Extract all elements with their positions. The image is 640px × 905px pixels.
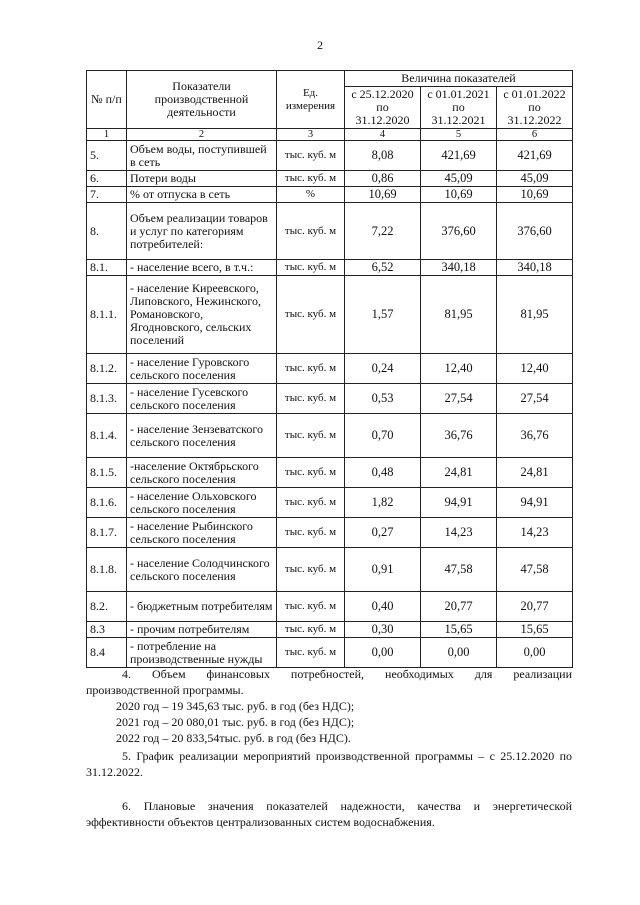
row-value-2020: 0,00 (345, 638, 421, 668)
row-unit: тыс. куб. м (277, 260, 345, 276)
row-value-2022: 12,40 (497, 354, 573, 384)
row-indicator: -население Октябрьского сельского поселения (127, 458, 277, 488)
table-row (87, 354, 573, 384)
row-value-2021: 12,40 (421, 354, 497, 384)
row-indicator: - население Зензеватского сельского поселения (127, 414, 277, 458)
table-row (87, 458, 573, 488)
row-unit: тыс. куб. м (277, 354, 345, 384)
row-value-2022: 20,77 (497, 592, 573, 622)
header-indicator: Показатели производственной деятельности (127, 71, 277, 129)
header-period-2: с 01.01.2021 по 31.12.2021 (421, 87, 497, 129)
section-4-financing (86, 666, 572, 746)
row-value-2022: 340,18 (497, 260, 573, 276)
row-value-2020: 0,48 (345, 458, 421, 488)
row-value-2021: 36,76 (421, 414, 497, 458)
row-number: 8.4 (87, 638, 127, 668)
row-indicator: - потребление на производственные нужды (127, 638, 277, 668)
row-indicator: - население Ольховского сельского поселения (127, 488, 277, 518)
row-indicator: - население Гуровского сельского поселения (127, 354, 277, 384)
row-value-2020: 8,08 (345, 141, 421, 171)
financing-year-2021: 2021 год – 20 080,01 тыс. руб. в год (без НДС); (116, 715, 355, 729)
column-index-6: 6 (497, 129, 573, 141)
row-unit: тыс. куб. м (277, 414, 345, 458)
table-row (87, 141, 573, 171)
financing-year-2022: 2022 год – 20 833,54тыс. руб. в год (без НДС). (116, 731, 351, 745)
row-number: 7. (87, 187, 127, 203)
row-number: 8.1.4. (87, 414, 127, 458)
row-value-2020: 0,53 (345, 384, 421, 414)
row-indicator: Объем реализации товаров и услуг по категориям потребителей: (127, 203, 277, 260)
row-number: 8.2. (87, 592, 127, 622)
row-value-2020: 6,52 (345, 260, 421, 276)
table-row (87, 622, 573, 638)
row-value-2022: 0,00 (497, 638, 573, 668)
row-value-2022: 27,54 (497, 384, 573, 414)
row-indicator: Потери воды (127, 171, 277, 187)
row-value-2020: 7,22 (345, 203, 421, 260)
row-unit: тыс. куб. м (277, 592, 345, 622)
row-indicator: - бюджетным потребителям (127, 592, 277, 622)
row-number: 8.1.7. (87, 518, 127, 548)
row-value-2022: 45,09 (497, 171, 573, 187)
header-value-group: Величина показателей (345, 71, 573, 87)
section-4-heading-cont: производственной программы. (86, 683, 244, 697)
section-4-heading: 4. Объем финансовых потребностей, необходимых для реализации (122, 667, 572, 681)
row-value-2020: 0,30 (345, 622, 421, 638)
row-value-2021: 15,65 (421, 622, 497, 638)
row-value-2020: 1,82 (345, 488, 421, 518)
row-value-2020: 10,69 (345, 187, 421, 203)
row-unit: тыс. куб. м (277, 276, 345, 354)
row-unit: тыс. куб. м (277, 458, 345, 488)
row-value-2020: 0,40 (345, 592, 421, 622)
page-number: 2 (317, 38, 323, 52)
financing-year-2020: 2020 год – 19 345,63 тыс. руб. в год (без НДС); (116, 699, 355, 713)
row-number: 8.1.1. (87, 276, 127, 354)
row-number: 5. (87, 141, 127, 171)
row-indicator: - прочим потребителям (127, 622, 277, 638)
header-no: № п/п (87, 71, 127, 129)
table-row (87, 548, 573, 592)
section-5-schedule: 5. График реализации мероприятий производственной программы – с 25.12.2020 по 31.12.2022. (86, 749, 572, 779)
row-indicator: - население Киреевского, Липовского, Нежинского, Романовского, Ягодновского, сельских поселений (127, 276, 277, 354)
row-value-2022: 36,76 (497, 414, 573, 458)
table-row (87, 638, 573, 668)
row-value-2021: 376,60 (421, 203, 497, 260)
row-unit: тыс. куб. м (277, 548, 345, 592)
row-indicator: - население Гусевского сельского поселения (127, 384, 277, 414)
row-value-2022: 24,81 (497, 458, 573, 488)
column-index-4: 4 (345, 129, 421, 141)
row-value-2022: 47,58 (497, 548, 573, 592)
row-unit: тыс. куб. м (277, 622, 345, 638)
row-unit: тыс. куб. м (277, 203, 345, 260)
row-value-2021: 340,18 (421, 260, 497, 276)
row-value-2020: 0,27 (345, 518, 421, 548)
row-value-2021: 45,09 (421, 171, 497, 187)
row-value-2021: 421,69 (421, 141, 497, 171)
column-index-5: 5 (421, 129, 497, 141)
table-row (87, 488, 573, 518)
row-value-2021: 81,95 (421, 276, 497, 354)
table-row (87, 260, 573, 276)
table-row (87, 187, 573, 203)
row-value-2021: 27,54 (421, 384, 497, 414)
row-indicator: Объем воды, поступившей в сеть (127, 141, 277, 171)
row-value-2021: 0,00 (421, 638, 497, 668)
row-number: 8.1. (87, 260, 127, 276)
row-value-2021: 10,69 (421, 187, 497, 203)
row-number: 8.1.2. (87, 354, 127, 384)
row-value-2020: 0,91 (345, 548, 421, 592)
row-value-2020: 0,70 (345, 414, 421, 458)
row-value-2021: 47,58 (421, 548, 497, 592)
row-indicator: - население всего, в т.ч.: (127, 260, 277, 276)
row-indicator: - население Солодчинского сельского поселения (127, 548, 277, 592)
row-number: 8.1.8. (87, 548, 127, 592)
row-indicator: % от отпуска в сеть (127, 187, 277, 203)
row-value-2021: 14,23 (421, 518, 497, 548)
section-6-targets: 6. Плановые значения показателей надежности, качества и энергетической эффективности объектов централизованных систем водоснабжения. (86, 799, 572, 829)
row-unit: тыс. куб. м (277, 171, 345, 187)
row-value-2022: 15,65 (497, 622, 573, 638)
row-number: 8.1.5. (87, 458, 127, 488)
row-value-2020: 1,57 (345, 276, 421, 354)
column-index-1: 1 (87, 129, 127, 141)
row-unit: тыс. куб. м (277, 141, 345, 171)
row-value-2021: 20,77 (421, 592, 497, 622)
row-number: 8.3 (87, 622, 127, 638)
row-value-2022: 376,60 (497, 203, 573, 260)
table-row (87, 518, 573, 548)
row-number: 8.1.3. (87, 384, 127, 414)
row-unit: тыс. куб. м (277, 384, 345, 414)
row-number: 6. (87, 171, 127, 187)
row-number: 8.1.6. (87, 488, 127, 518)
header-unit: Ед. измерения (277, 71, 345, 129)
table-row (87, 276, 573, 354)
table-row (87, 592, 573, 622)
column-index-2: 2 (127, 129, 277, 141)
row-value-2022: 14,23 (497, 518, 573, 548)
row-value-2022: 421,69 (497, 141, 573, 171)
table-row (87, 384, 573, 414)
row-value-2020: 0,86 (345, 171, 421, 187)
header-period-1: с 25.12.2020 по 31.12.2020 (345, 87, 421, 129)
table-row (87, 171, 573, 187)
column-index-3: 3 (277, 129, 345, 141)
row-unit: % (277, 187, 345, 203)
row-value-2020: 0,24 (345, 354, 421, 384)
table-row (87, 203, 573, 260)
header-period-3: с 01.01.2022 по 31.12.2022 (497, 87, 573, 129)
row-unit: тыс. куб. м (277, 518, 345, 548)
table-row (87, 414, 573, 458)
row-value-2022: 10,69 (497, 187, 573, 203)
row-indicator: - население Рыбинского сельского поселения (127, 518, 277, 548)
row-value-2021: 94,91 (421, 488, 497, 518)
row-value-2022: 94,91 (497, 488, 573, 518)
row-value-2021: 24,81 (421, 458, 497, 488)
row-number: 8. (87, 203, 127, 260)
indicators-table (86, 70, 573, 668)
row-value-2022: 81,95 (497, 276, 573, 354)
row-unit: тыс. куб. м (277, 488, 345, 518)
row-unit: тыс. куб. м (277, 638, 345, 668)
